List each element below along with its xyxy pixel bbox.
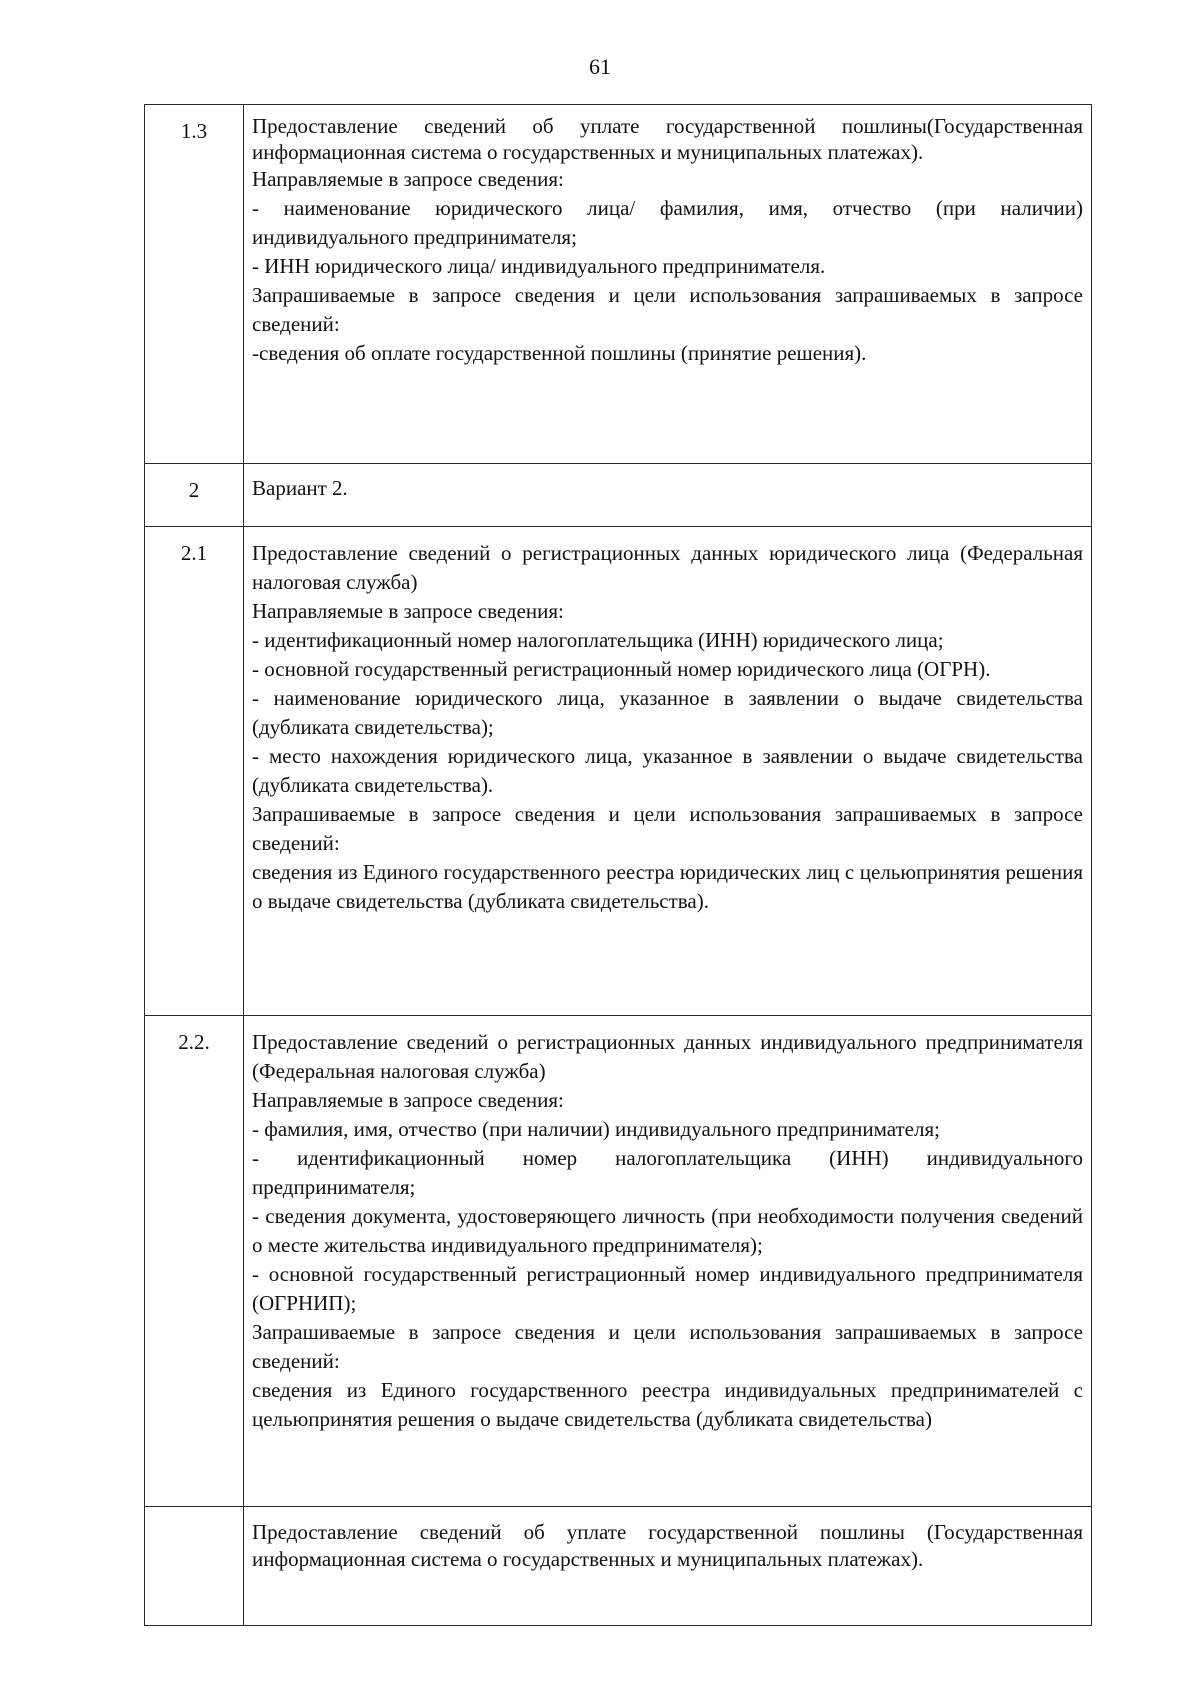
section-heading: Запрашиваемые в запросе сведения и цели использования запрашиваемых в запросе сведений: [252, 802, 1083, 855]
row-number: 2.2. [145, 1016, 244, 1507]
row-content [244, 527, 1092, 1016]
table-row [145, 464, 1092, 527]
list-item: - основной государственный регистрационный номер индивидуального предпринимателя (ОГРНИП); [252, 1262, 1083, 1315]
row-number [145, 1507, 244, 1626]
list-item: - идентификационный номер налогоплательщика (ИНН) юридического лица; [252, 628, 944, 652]
table-row [145, 105, 1092, 464]
row-content [244, 1016, 1092, 1507]
section-heading: Направляемые в запросе сведения: [252, 599, 564, 623]
row-number: 2.1 [145, 527, 244, 1016]
list-item: -сведения об оплате государственной пошлины (принятие решения). [252, 341, 867, 365]
section-heading: Направляемые в запросе сведения: [252, 1088, 564, 1112]
list-item: сведения из Единого государственного реестра индивидуальных предпринимателей с цельюпринятия решения о выдаче свидетельства (дубликата свидетельства) [252, 1378, 1083, 1431]
list-item: сведения из Единого государственного реестра юридических лиц с цельюпринятия решения о выдаче свидетельства (дубликата свидетельства). [252, 860, 1083, 913]
list-item: - наименование юридического лица, указанное в заявлении о выдаче свидетельства (дубликата свидетельства); [252, 686, 1083, 739]
list-item: - идентификационный номер налогоплательщика (ИНН) индивидуального предпринимателя; [252, 1146, 1083, 1199]
row-number: 2 [145, 464, 244, 527]
section-heading: Запрашиваемые в запросе сведения и цели использования запрашиваемых в запросе сведений: [252, 283, 1083, 336]
row-content [244, 1507, 1092, 1626]
row-content [244, 105, 1092, 464]
service-title: Предоставление сведений об уплате государственной пошлины (Государственная информационная система о государственных и муниципальных платежах). [252, 1520, 1083, 1571]
page-number: 61 [589, 54, 611, 79]
list-item: - ИНН юридического лица/ индивидуального предпринимателя. [252, 254, 826, 278]
row-number: 1.3 [145, 105, 244, 464]
list-item: - наименование юридического лица/ фамилия, имя, отчество (при наличии) индивидуального предпринимателя; [252, 196, 1083, 249]
list-item: - фамилия, имя, отчество (при наличии) индивидуального предпринимателя; [252, 1117, 940, 1141]
table-row [145, 1507, 1092, 1626]
service-title: Предоставление сведений о регистрационных данных юридического лица (Федеральная налоговая служба) [252, 541, 1083, 594]
table-row [145, 1016, 1092, 1507]
service-title: Предоставление сведений о регистрационных данных индивидуального предпринимателя (Федеральная налоговая служба) [252, 1030, 1083, 1083]
service-title: Предоставление сведений об уплате государственной пошлины(Государственная информационная система о государственных и муниципальных платежах). [252, 114, 1083, 164]
row-content [244, 464, 1092, 527]
section-heading: Запрашиваемые в запросе сведения и цели использования запрашиваемых в запросе сведений: [252, 1320, 1083, 1373]
table-row [145, 527, 1092, 1016]
variant-title: Вариант 2. [252, 476, 348, 500]
list-item: - сведения документа, удостоверяющего личность (при необходимости получения сведений о месте жительства индивидуального предпринимателя); [252, 1204, 1083, 1257]
section-heading: Направляемые в запросе сведения: [252, 167, 564, 191]
services-table [144, 104, 1092, 1626]
list-item: - место нахождения юридического лица, указанное в заявлении о выдаче свидетельства (дубликата свидетельства). [252, 744, 1083, 797]
list-item: - основной государственный регистрационный номер юридического лица (ОГРН). [252, 657, 991, 681]
